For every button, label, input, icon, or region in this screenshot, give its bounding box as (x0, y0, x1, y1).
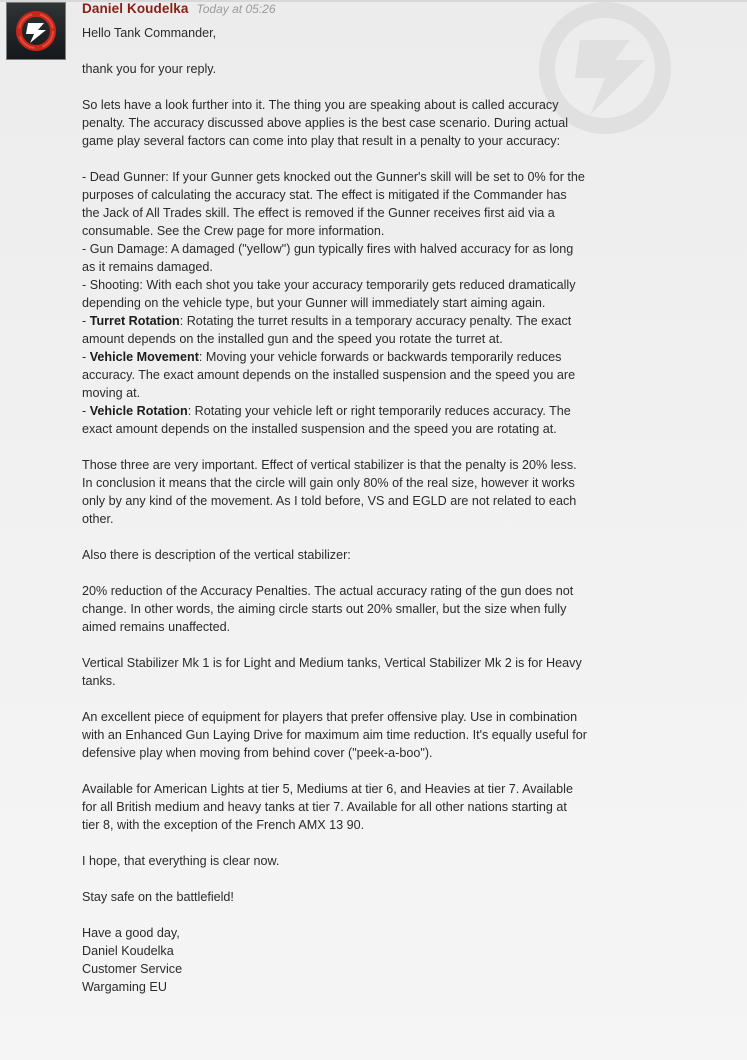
list-item-text: : Rotating your vehicle left or right temporarily reduces accuracy. The exact amount depends on the installed suspension and the speed you are rotating at. (82, 404, 571, 436)
signature-line: Daniel Koudelka (82, 944, 174, 958)
penalty-list (82, 168, 587, 438)
paragraph: Also there is description of the vertical stabilizer: (82, 548, 351, 562)
paragraph: So lets have a look further into it. The thing you are speaking about is called accuracy penalty. The accuracy discussed above applies is the best case scenario. During actual game play several factors can come into play that result in a penalty to your accuracy: (82, 98, 569, 148)
post-header (82, 1, 276, 19)
list-item (82, 312, 587, 348)
author-name[interactable]: Daniel Koudelka (82, 1, 189, 16)
list-item-term: Vehicle Rotation (89, 404, 188, 418)
post-body (82, 24, 587, 996)
signature-line: Wargaming EU (82, 980, 167, 994)
greeting: Hello Tank Commander, (82, 26, 217, 40)
list-item-text: : Moving your vehicle forwards or backwards temporarily reduces accuracy. The exact amount depends on the installed suspension and the speed you are moving at. (82, 350, 576, 400)
list-item-prefix: - (82, 314, 90, 328)
list-item: - Dead Gunner: If your Gunner gets knocked out the Gunner's skill will be set to 0% for the purposes of calculating the accuracy stat. The effect is mitigated if the Commander has the Jack of All Trades skill. The effect is removed if the Gunner receives first aid via a consumable. See the Crew page for more information. (82, 170, 585, 238)
list-item (82, 402, 587, 438)
signature (82, 924, 587, 996)
avatar[interactable] (6, 2, 66, 60)
list-item-term: Turret Rotation (89, 314, 180, 328)
post-timestamp: Today at 05:26 (196, 2, 276, 16)
list-item: - Shooting: With each shot you take your accuracy temporarily gets reduced dramatically depending on the vehicle type, but your Gunner will immediately start aiming again. (82, 278, 576, 310)
paragraph: An excellent piece of equipment for players that prefer offensive play. Use in combination with an Enhanced Gun Laying Drive for maximum aim time reduction. It's equally useful for defensive play when moving from behind cover ("peek-a-boo"). (82, 710, 587, 760)
paragraph: Stay safe on the battlefield! (82, 890, 234, 904)
list-item-prefix: - (82, 350, 90, 364)
paragraph: thank you for your reply. (82, 62, 217, 76)
paragraph: I hope, that everything is clear now. (82, 854, 280, 868)
paragraph: Vertical Stabilizer Mk 1 is for Light and Medium tanks, Vertical Stabilizer Mk 2 is for Heavy tanks. (82, 656, 582, 688)
paragraph: Those three are very important. Effect of vertical stabilizer is that the penalty is 20% less. In conclusion it means that the circle will gain only 80% of the real size, however it works only by any kind of the movement. As I told before, VS and EGLD are not related to each other. (82, 458, 577, 526)
list-item-term: Vehicle Movement (89, 350, 199, 364)
list-item: - Gun Damage: A damaged ("yellow") gun typically fires with halved accuracy for as long as it remains damaged. (82, 242, 574, 274)
paragraph: Available for American Lights at tier 5, Mediums at tier 6, and Heavies at tier 7. Available for all British medium and heavy tanks at tier 7. Available for all other nations starting at tier 8, with the exception of the French AMX 13 90. (82, 782, 573, 832)
paragraph: 20% reduction of the Accuracy Penalties. The actual accuracy rating of the gun does not change. In other words, the aiming circle starts out 20% smaller, but the size when fully aimed remains unaffected. (82, 584, 574, 634)
list-item (82, 348, 587, 402)
list-item-prefix: - (82, 404, 90, 418)
signature-line: Customer Service (82, 962, 183, 976)
wargaming-logo-icon (14, 9, 58, 53)
list-item-text: : Rotating the turret results in a temporary accuracy penalty. The exact amount depends on the installed gun and the speed you rotate the turret at. (82, 314, 572, 346)
signature-line: Have a good day, (82, 926, 180, 940)
